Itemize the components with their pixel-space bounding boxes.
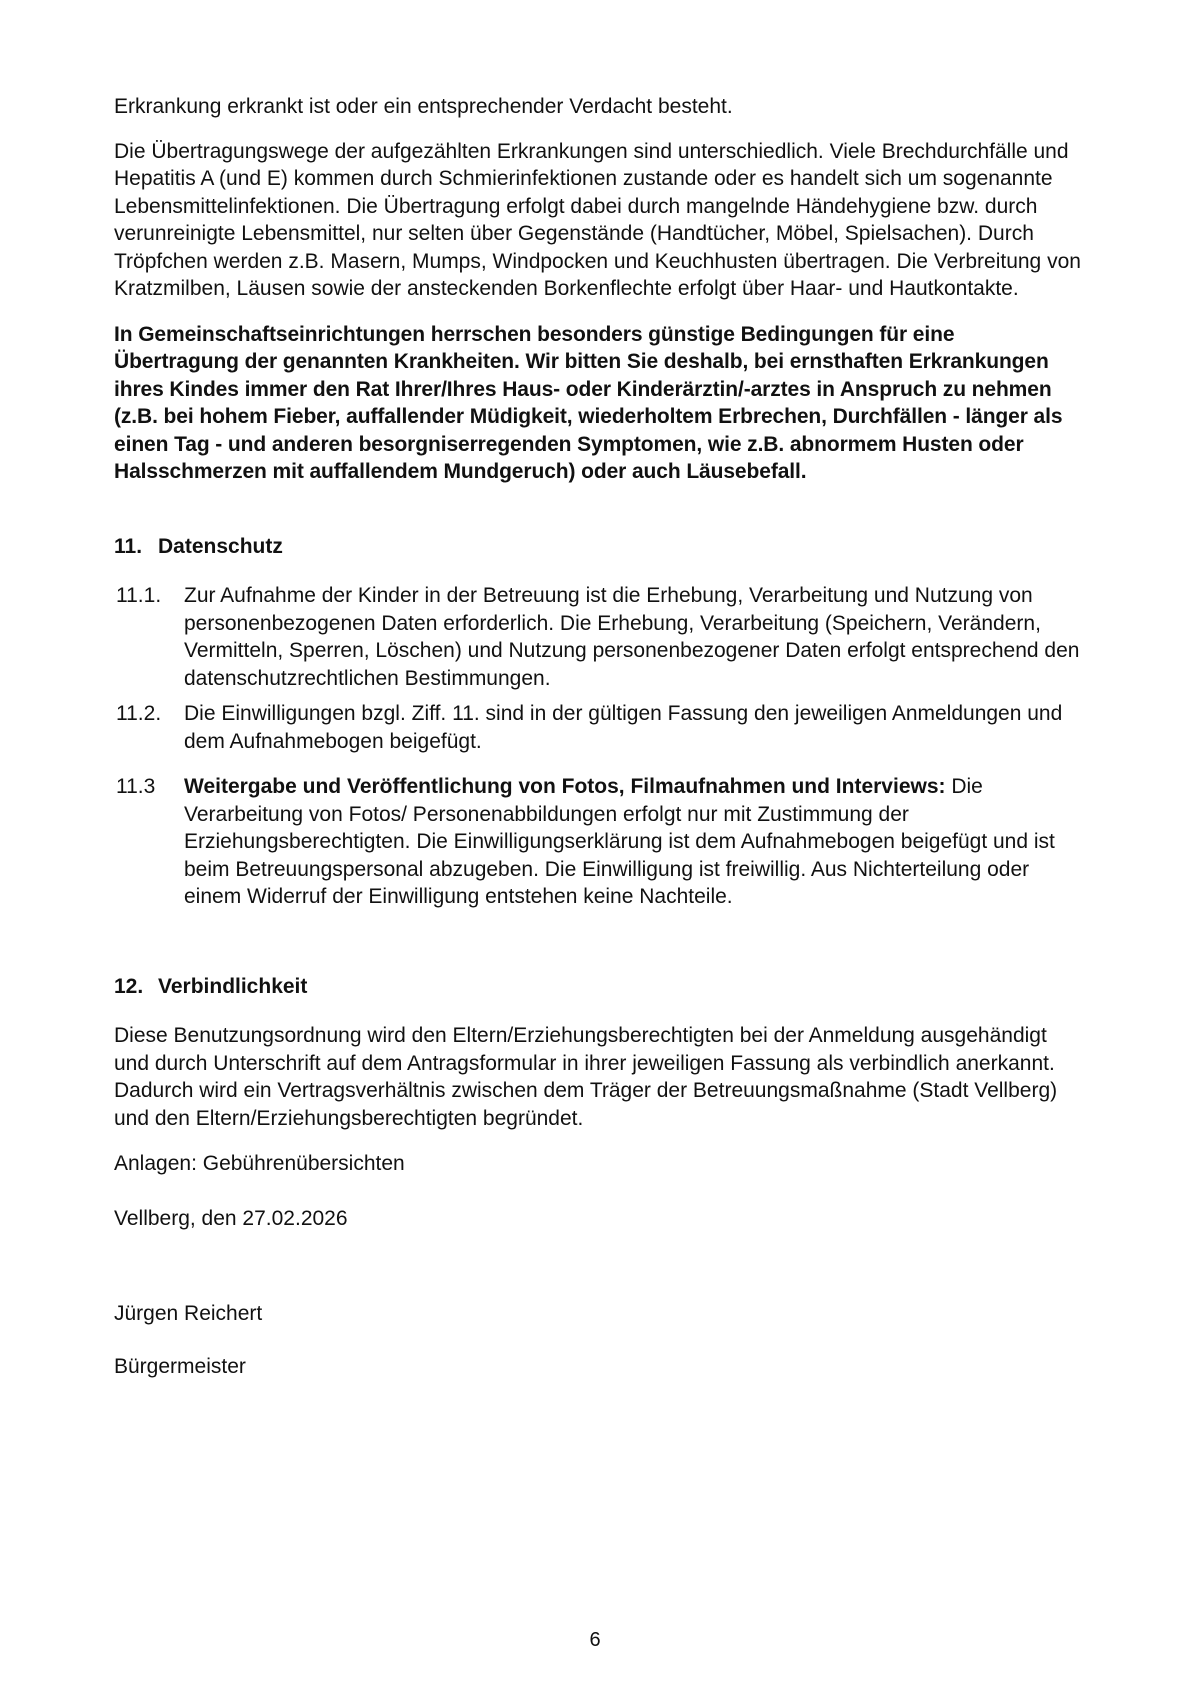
- item-number: 11.3: [116, 775, 156, 798]
- section-12-title: Verbindlichkeit: [158, 974, 308, 998]
- section-11-title: Datenschutz: [158, 534, 283, 558]
- page-number: 6: [589, 1629, 601, 1651]
- place-date: Vellberg, den 27.02.2026: [114, 1206, 348, 1230]
- section-12-text: Diese Benutzungsordnung wird den Eltern/Erziehungsberechtigten bei der Anmeldung ausgehändigt und durch Unterschrift auf dem Antragsformular in ihrer jeweiligen Fassung als verbindlich anerkannt. Dadurch wird ein Vertragsverhältnis zwischen dem Träger der Betreuungsmaßnahme (Stadt Vellberg) und den Eltern/Erziehungsberechtigten begründet.: [114, 1024, 1058, 1130]
- item-text: Die Einwilligungen bzgl. Ziff. 11. sind in der gültigen Fassung den jeweiligen Anmeldungen und dem Aufnahmebogen beigefügt.: [184, 702, 1063, 753]
- section-11-number: 11.: [114, 534, 143, 558]
- intro-line: Erkrankung erkrankt ist oder ein entsprechender Verdacht besteht.: [114, 95, 733, 118]
- section-12-heading: [114, 973, 1084, 1001]
- signatory-name: Jürgen Reichert: [114, 1302, 263, 1325]
- item-text: Zur Aufnahme der Kinder in der Betreuung ist die Erhebung, Verarbeitung und Nutzung von personenbezogenen Daten erforderlich. Die Erhebung, Verarbeitung (Speichern, Verändern, Vermitteln, Sperren, Löschen) und Nutzung personenbezogener Daten erfolgt entsprechend den datenschutzrechtlichen Bestimmungen.: [184, 584, 1080, 690]
- document-page: [114, 93, 1084, 1380]
- attachments-line: Anlagen: Gebührenübersichten: [114, 1152, 405, 1175]
- section-12-number: 12.: [114, 974, 144, 998]
- section-11-3: [114, 773, 1084, 911]
- signatory-title: Bürgermeister: [114, 1354, 246, 1378]
- item-number: 11.2.: [116, 702, 162, 725]
- transmission-paragraph: Die Übertragungswege der aufgezählten Erkrankungen sind unterschiedlich. Viele Brechdurchfälle und Hepatitis A (und E) kommen durch Schmierinfektionen zustande oder es handelt sich um sogenannte Lebensmittelinfektionen. Die Übertragung erfolgt dabei durch mangelnde Händehygiene bzw. durch verunreinigte Lebensmittel, nur selten über Gegenstände (Handtücher, Möbel, Spielsachen). Durch Tröpfchen werden z.B. Masern, Mumps, Windpocken und Keuchhusten übertragen. Die Verbreitung von Kratzmilben, Läusen sowie der ansteckenden Borkenflechte erfolgt über Haar- und Hautkontakte.: [114, 139, 1081, 300]
- item-number: 11.1.: [116, 584, 162, 607]
- item-bold-lead: Weitergabe und Veröffentlichung von Fotos, Filmaufnahmen und Interviews:: [184, 775, 946, 798]
- health-advice-paragraph: In Gemeinschaftseinrichtungen herrschen besonders günstige Bedingungen für eine Übertragung der genannten Krankheiten. Wir bitten Sie deshalb, bei ernsthaften Erkrankungen ihres Kindes immer den Rat Ihrer/Ihres Haus- oder Kinderärztin/-arztes in Anspruch zu nehmen (z.B. bei hohem Fieber, auffallender Müdigkeit, wiederholtem Erbrechen, Durchfällen - länger als einen Tag - und anderen besorgniserregenden Symptomen, wie z.B. abnormem Husten oder Halsschmerzen mit auffallendem Mundgeruch) oder auch Läusebefall.: [114, 322, 1063, 483]
- section-11-heading: [114, 533, 1084, 561]
- section-11-1: [114, 582, 1084, 692]
- item-text: Die Verarbeitung von Fotos/ Personenabbildungen erfolgt nur mit Zustimmung der Erziehungsberechtigten. Die Einwilligungserklärung ist dem Aufnahmebogen beigefügt und ist beim Betreuungspersonal abzugeben. Die Einwilligung ist freiwillig. Aus Nichterteilung oder einem Widerruf der Einwilligung entstehen keine Nachteile.: [184, 775, 1055, 908]
- section-11-2: [114, 700, 1084, 755]
